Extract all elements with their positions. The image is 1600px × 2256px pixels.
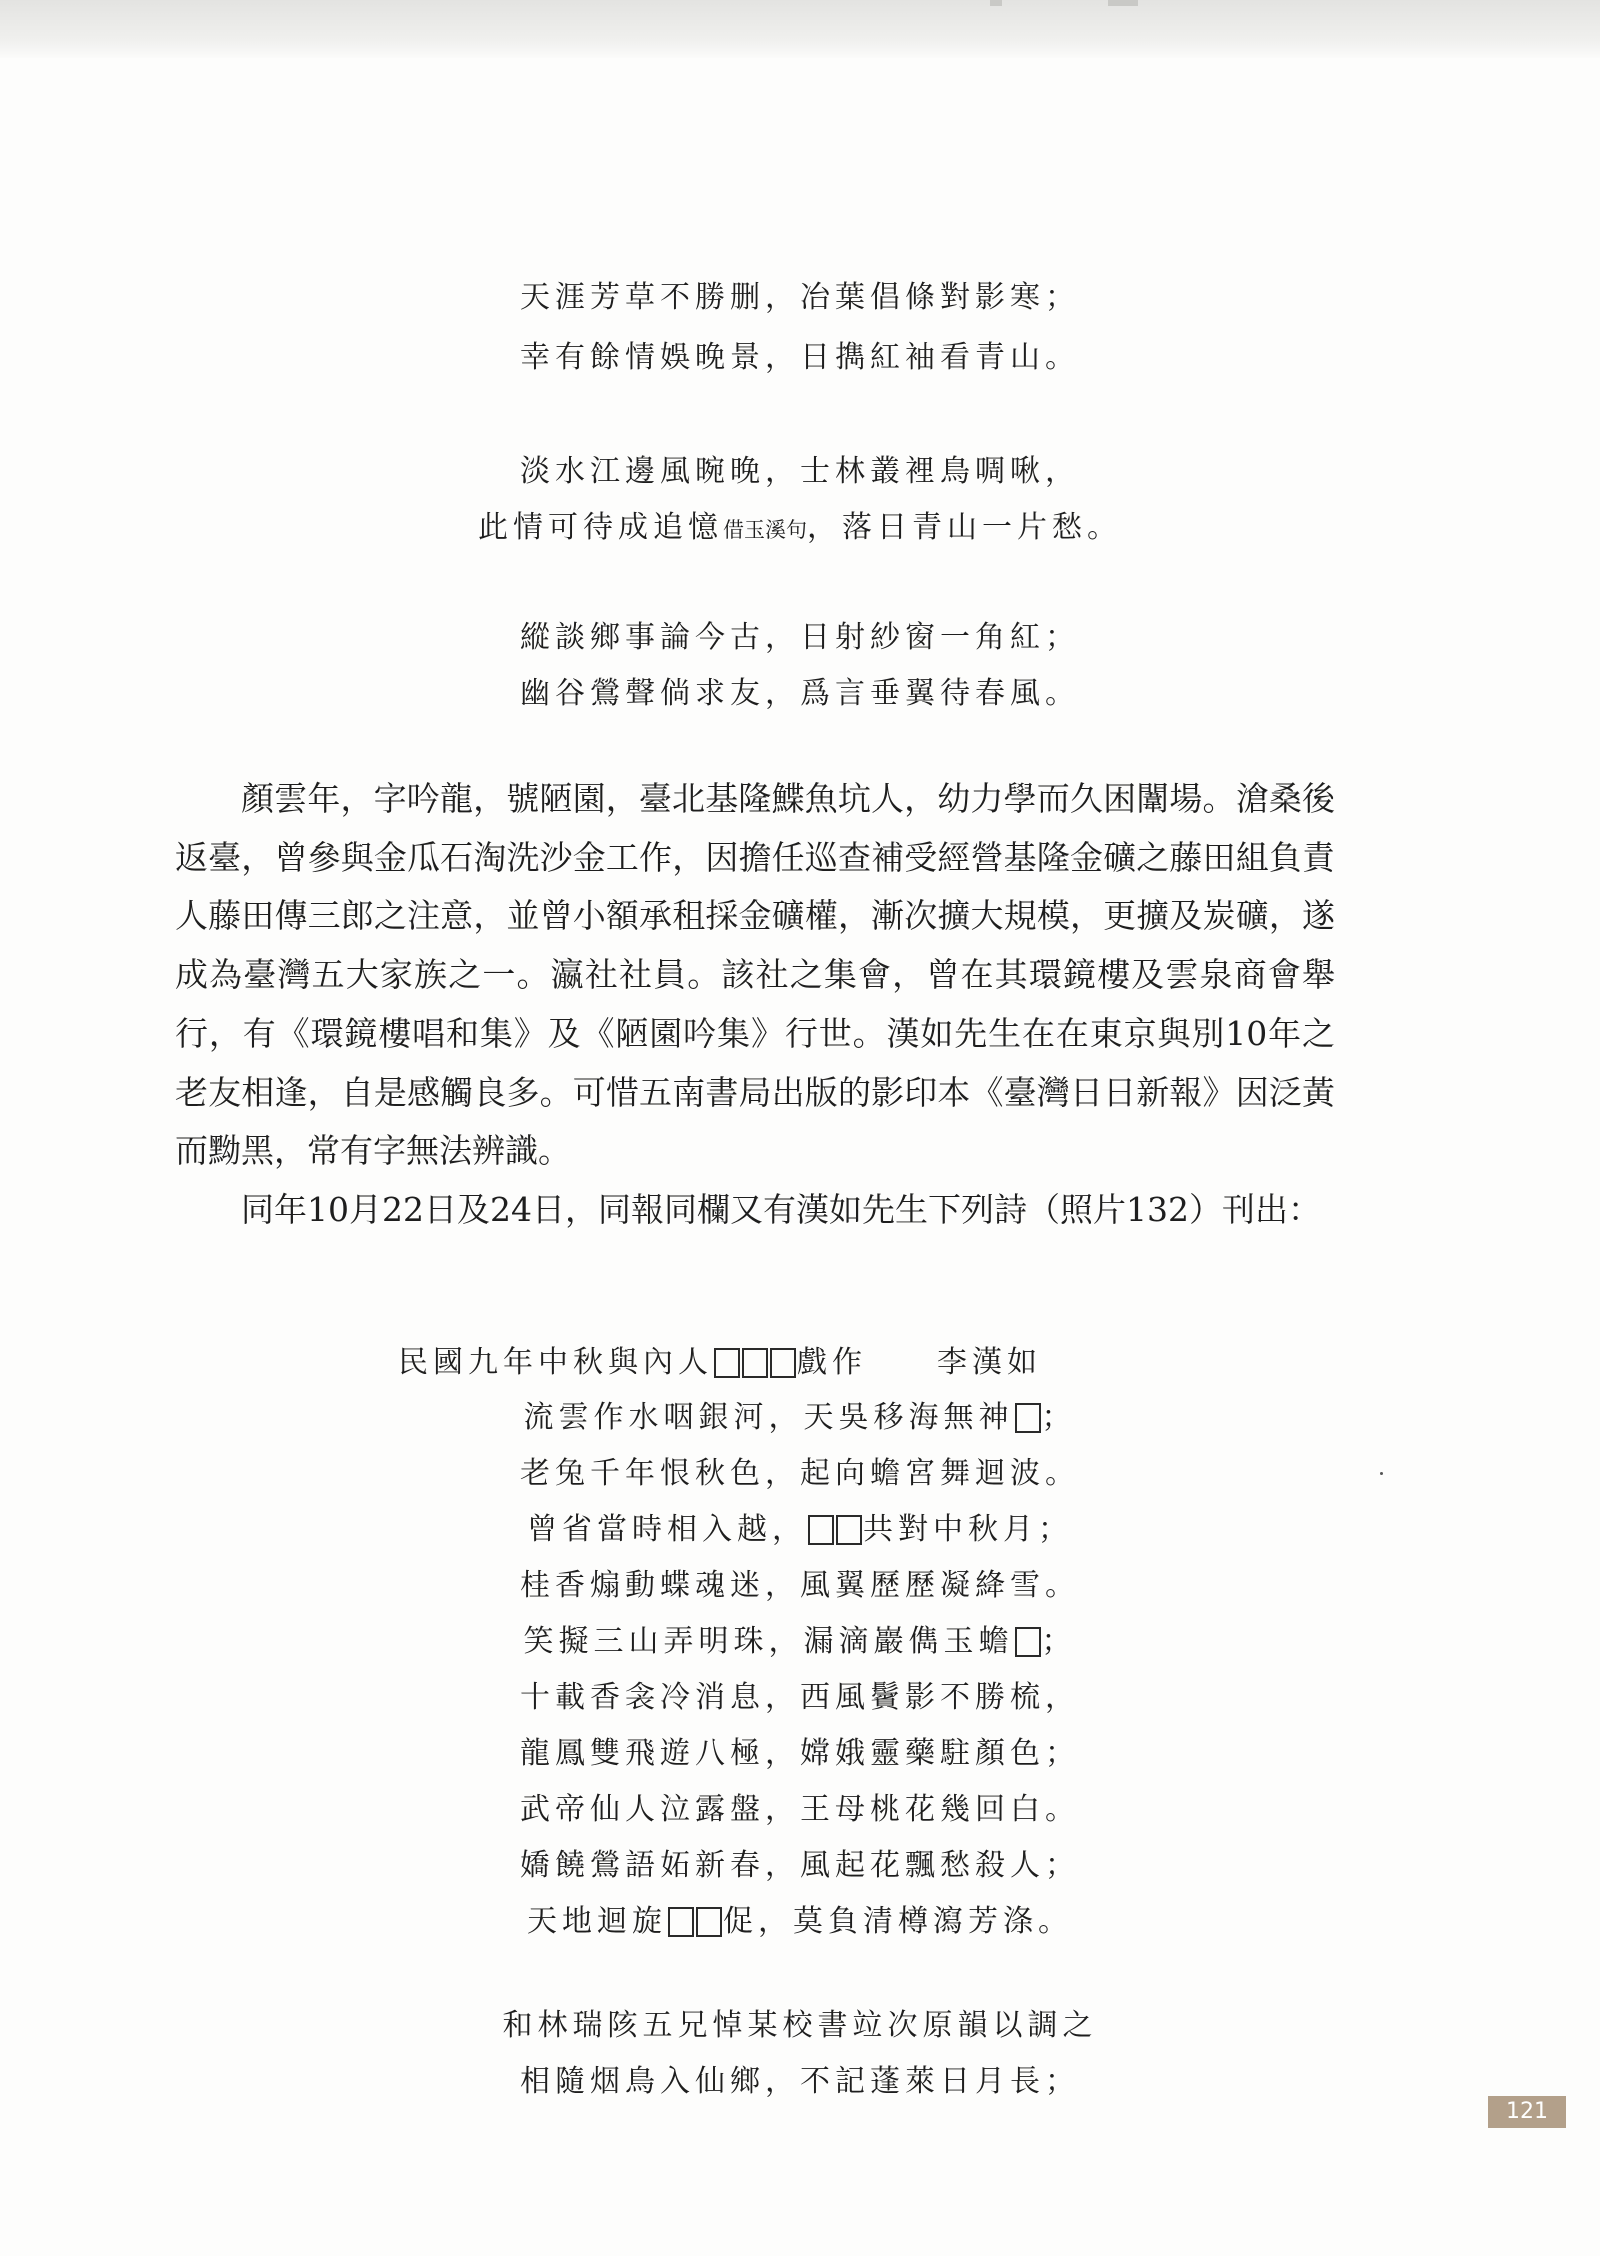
- scan-speck: [1380, 1472, 1383, 1475]
- missing-char-box: [1015, 1627, 1041, 1657]
- poem-line: 嬌饒鶯語妬新春，風起花飄愁殺人；: [520, 1848, 1080, 1883]
- poem-line: [0, 502, 1600, 546]
- poem-text: ，落日青山一片愁。: [807, 510, 1122, 545]
- missing-char-box: [808, 1515, 834, 1545]
- scan-mark: [1108, 0, 1138, 6]
- poem-line: 武帝仙人泣露盤，王母桃花幾回白。: [520, 1792, 1080, 1827]
- poem-title: 和林瑞陔五兄悼某校書竝次原韻以調之: [502, 2008, 1098, 2043]
- missing-char-box: [668, 1907, 694, 1937]
- poem-text: 此情可待成追憶: [478, 510, 723, 545]
- poem-title: 民國九年中秋與內人 戲作 李漢如: [398, 1345, 1042, 1380]
- poem-line: 十載香衾冷消息，西風鬢影不勝梳，: [520, 1680, 1080, 1715]
- poem-author: 李漢如: [937, 1345, 1042, 1380]
- prose-body: [175, 770, 1335, 1240]
- poem-line: 天地迴旋 促，莫負清樽瀉芳涤。: [527, 1904, 1073, 1939]
- scan-mark: [990, 0, 1002, 6]
- poem-line: 桂香煽動蝶魂迷，風翼歷歷凝絳雪。: [520, 1568, 1080, 1603]
- poem-line: 縱談鄉事論今古，日射紗窗一角紅；: [520, 620, 1080, 655]
- page-number: 121: [1488, 2096, 1566, 2128]
- poem-line: 龍鳳雙飛遊八極，嫦娥靈藥駐顏色；: [520, 1736, 1080, 1771]
- poem-line: 笑擬三山弄明珠，漏滴巖儁玉蟾 ；: [523, 1624, 1077, 1659]
- missing-char-box: [1015, 1403, 1041, 1433]
- poem-line: 老兔千年恨秋色，起向蟾宮舞迴波。: [520, 1456, 1080, 1491]
- prose-paragraph: 同年10月22日及24日，同報同欄又有漢如先生下列詩（照片132）刊出：: [241, 1189, 1321, 1229]
- poem-line: 天涯芳草不勝删，冶葉倡條對影寒；: [520, 280, 1080, 315]
- missing-char-box: [836, 1515, 862, 1545]
- poem-line: 幽谷鶯聲倘求友，爲言垂翼待春風。: [520, 676, 1080, 711]
- missing-char-box: [770, 1348, 796, 1378]
- poem-note: 借玉溪句: [723, 518, 807, 542]
- missing-char-box: [714, 1348, 740, 1378]
- poem-line: 淡水江邊風晼晚，士林叢裡鳥啁啾，: [520, 454, 1080, 489]
- prose-paragraph: 顏雲年，字吟龍，號陋園，臺北基隆鰈魚坑人，幼力學而久困闈場。滄桑後返臺，曾參與金瓜石淘洗沙金工作，因擔任巡查補受經營基隆金礦之藤田組負責人藤田傳三郎之注意，並曾小額承租採金礦權，漸次擴大規模，更擴及炭礦，遂成為臺灣五大家族之一。瀛社社員。該社之集會，曾在其環鏡樓及雲泉商會舉行，有《環鏡樓唱和集》及《陋園吟集》行世。漢如先生在在東京與別10年之老友相逢，自是感觸良多。可惜五南書局出版的影印本《臺灣日日新報》因泛黃而黝黑，常有字無法辨識。: [175, 779, 1335, 1171]
- poem-line: 流雲作水咽銀河，天吳移海無神 ；: [523, 1400, 1077, 1435]
- scan-top-band: [0, 0, 1600, 58]
- poem-line: 曾省當時相入越， 共對中秋月；: [527, 1512, 1073, 1547]
- poem-line: 幸有餘情娛晚景，日擕紅袖看青山。: [520, 340, 1080, 375]
- missing-char-box: [696, 1907, 722, 1937]
- poem-line: 相隨烟鳥入仙鄉，不記蓬萊日月長；: [520, 2064, 1080, 2099]
- missing-char-box: [742, 1348, 768, 1378]
